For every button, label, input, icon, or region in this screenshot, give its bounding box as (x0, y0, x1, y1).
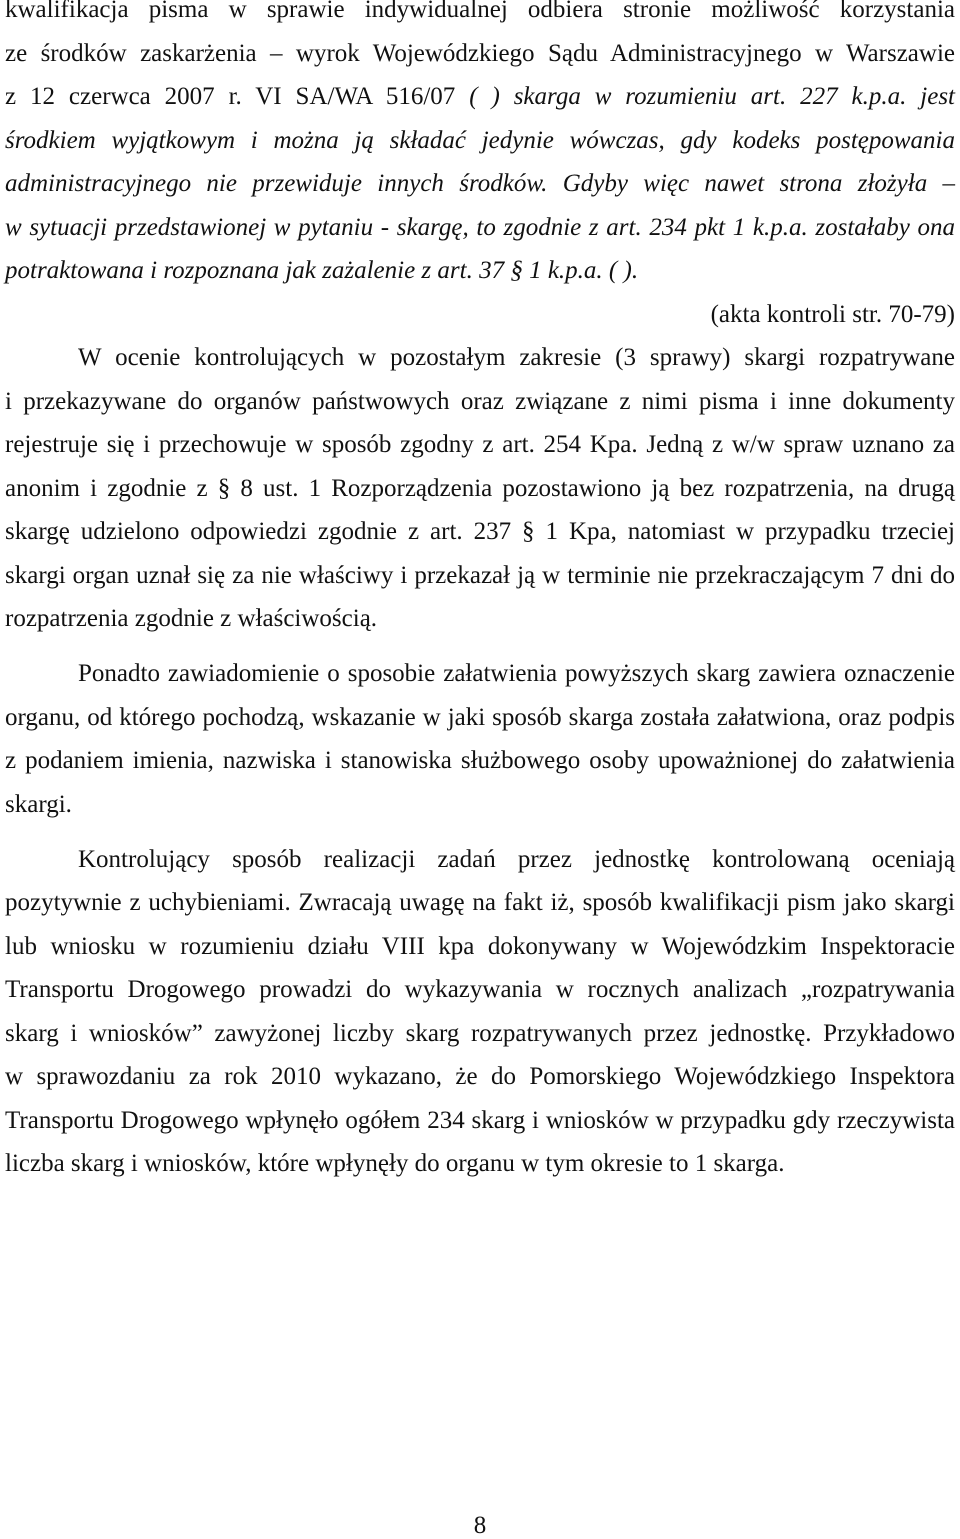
text-line: skargi organ uznał się za nie właściwy i przekazał ją w terminie nie przekraczającym 7 dni do (5, 561, 955, 589)
text-line: rozpatrzenia zgodnie z właściwością. (5, 605, 378, 632)
text-line (5, 75, 955, 119)
text-line: Ponadto zawiadomienie o sposobie załatwienia powyższych skarg zawiera oznaczenie (78, 660, 955, 687)
text-segment: z 12 czerwca 2007 r. VI SA/WA 516/07 (5, 83, 456, 110)
paragraph-continuation (5, 0, 955, 293)
text-line: skarg i wniosków” zawyżonej liczby skarg rozpatrywanych przez jednostkę. Przykładowo (5, 1019, 955, 1047)
paragraph (5, 652, 955, 826)
text-line: rejestruje się i przechowuje w sposób zgodny z art. 254 Kpa. Jedną z w/w spraw uznano za (5, 431, 955, 458)
paragraph (5, 336, 955, 641)
paragraph (5, 838, 955, 1186)
text-line: ze środków zaskarżenia – wyrok Wojewódzkiego Sądu Administracyjnego w Warszawie (5, 39, 955, 67)
text-line: Kontrolujący sposób realizacji zadań przez jednostkę kontrolowaną oceniają (78, 845, 955, 873)
italic-text-line: potraktowana i rozpoznana jak zażalenie z art. 37 § 1 k.p.a. ( ). (5, 257, 639, 284)
text-line: skargi. (5, 790, 72, 818)
text-line: w sprawozdaniu za rok 2010 wykazano, że do Pomorskiego Wojewódzkiego Inspektora (5, 1063, 955, 1090)
italic-text-line: administracyjnego nie przewiduje innych środków. Gdyby więc nawet strona złożyła – (5, 170, 955, 197)
italic-text-line: środkiem wyjątkowym i można ją składać jedynie wówczas, gdy kodeks postępowania (5, 126, 955, 154)
source-reference: (akta kontroli str. 70-79) (710, 300, 955, 328)
italic-text-line: w sytuacji przedstawionej w pytaniu - skargę, to zgodnie z art. 234 pkt 1 k.p.a. zostałaby ona (5, 213, 955, 241)
text-line: lub wniosku w rozumieniu działu VIII kpa dokonywany w Wojewódzkim Inspektoracie (5, 932, 955, 960)
text-line: anonim i zgodnie z § 8 ust. 1 Rozporządzenia pozostawiono ją bez rozpatrzenia, na drugą (5, 474, 955, 502)
text-line: Transportu Drogowego prowadzi do wykazywania w rocznych analizach „rozpatrywania (5, 976, 955, 1003)
text-line: pozytywnie z uchybieniami. Zwracają uwagę na fakt iż, sposób kwalifikacji pism jako skargi (5, 889, 955, 916)
text-line: skargę udzielono odpowiedzi zgodnie z art. 237 § 1 Kpa, natomiast w przypadku trzeciej (5, 518, 955, 545)
text-line: i przekazywane do organów państwowych oraz związane z nimi pisma i inne dokumenty (5, 387, 955, 415)
text-line: liczba skarg i wniosków, które wpłynęły do organu w tym okresie to 1 skarga. (5, 1150, 785, 1177)
text-line: z podaniem imienia, nazwiska i stanowiska służbowego osoby upoważnionej do załatwienia (5, 747, 955, 774)
document-body (5, 0, 955, 1186)
italic-text-segment: ( ) skarga w rozumieniu art. 227 k.p.a. jest (469, 83, 956, 110)
text-line: kwalifikacja pisma w sprawie indywidualnej odbiera stronie możliwość korzystania (5, 0, 955, 23)
text-line: organu, od którego pochodzą, wskazanie w jaki sposób skarga została załatwiona, oraz podpis (5, 703, 955, 731)
page-number: 8 (473, 1512, 487, 1539)
text-line: Transportu Drogowego wpłynęło ogółem 234 skarg i wniosków w przypadku gdy rzeczywista (5, 1106, 955, 1134)
text-line: W ocenie kontrolujących w pozostałym zakresie (3 sprawy) skargi rozpatrywane (78, 344, 955, 371)
